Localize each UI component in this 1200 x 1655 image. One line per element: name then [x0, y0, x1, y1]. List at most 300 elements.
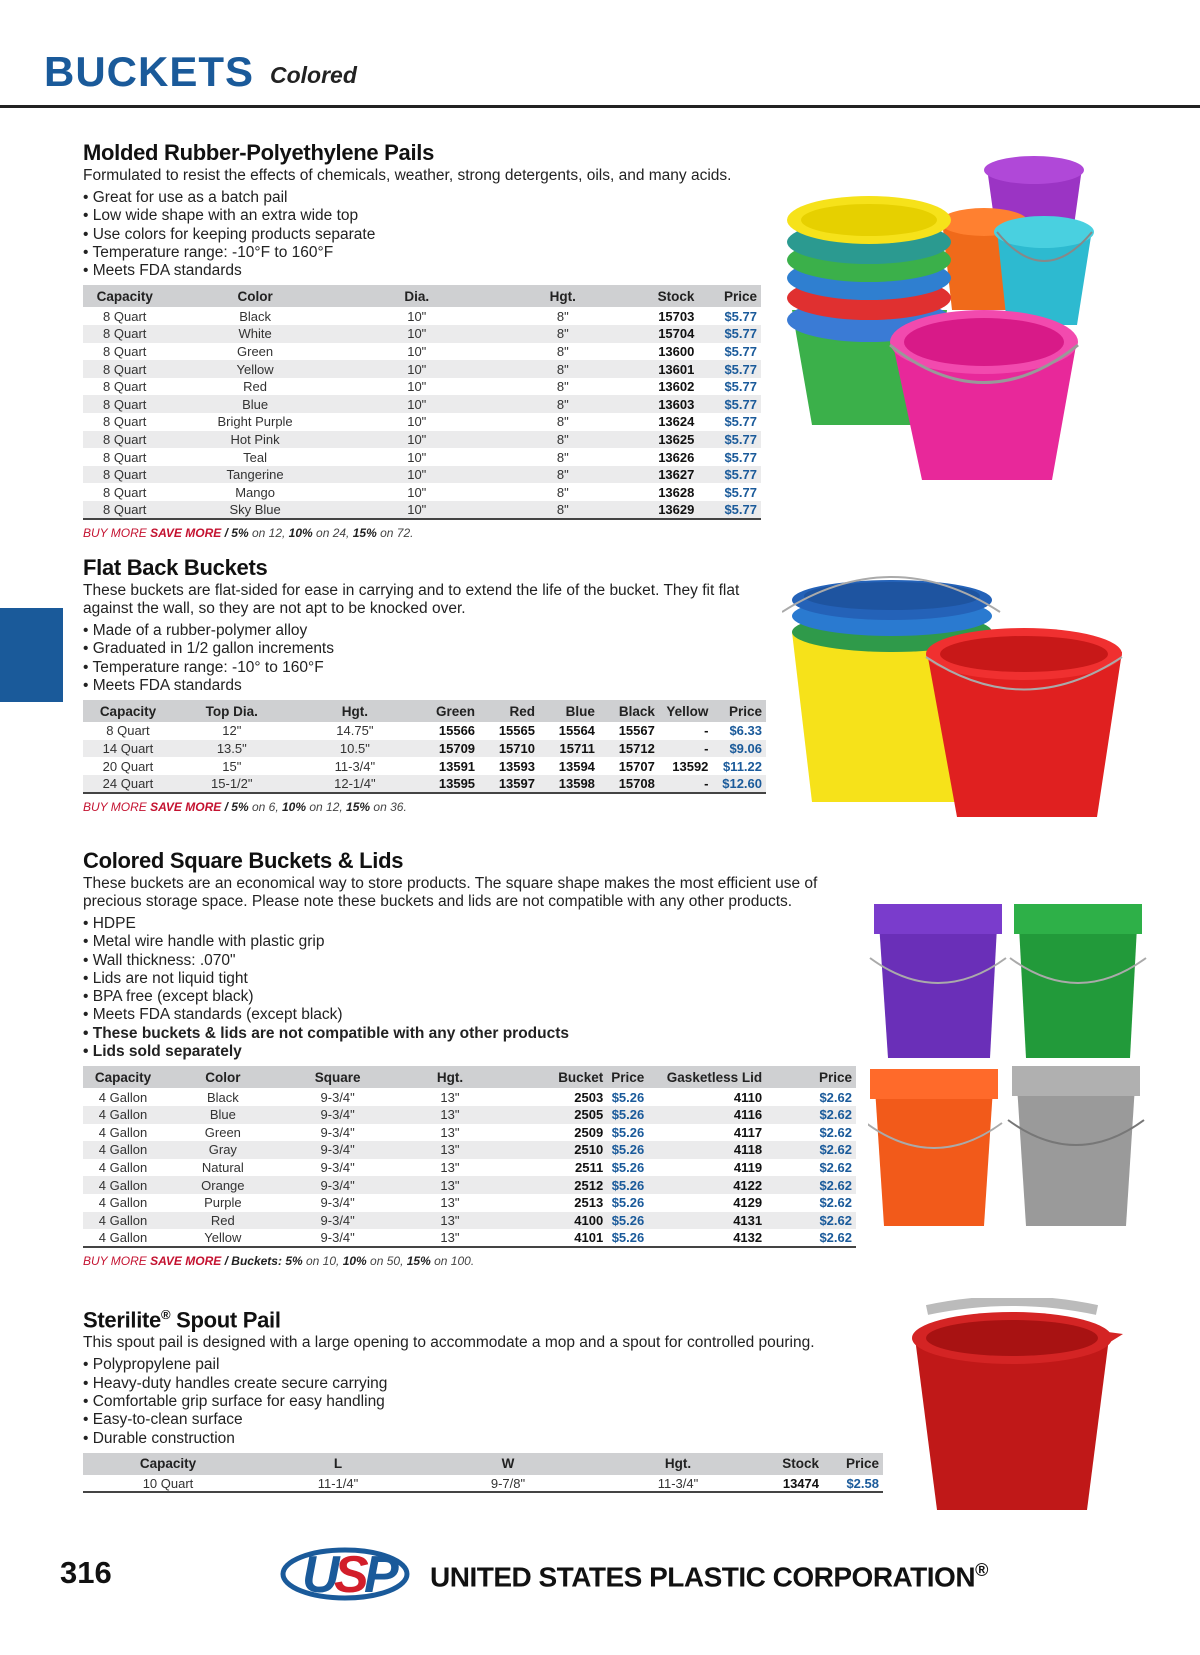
column-header: L: [253, 1453, 423, 1475]
column-header: Hgt.: [291, 700, 419, 722]
table-cell: 13625: [636, 431, 699, 449]
table-cell: 8 Quart: [103, 449, 147, 465]
table-cell: 10": [344, 360, 490, 378]
table-cell: 15": [222, 758, 242, 774]
column-header: Hgt.: [593, 1453, 763, 1475]
table-cell: 10": [407, 414, 427, 430]
table-row: [83, 307, 761, 325]
promo-line: BUY MORE SAVE MORE / 5% on 6, 10% on 12, 15% on 36.: [83, 799, 407, 814]
feature-list: [83, 189, 773, 280]
table-cell: Bright Purple: [217, 414, 293, 430]
table-cell: 8": [490, 501, 636, 519]
table-cell: $5.77: [724, 484, 757, 500]
table-cell: 13603: [636, 395, 699, 413]
table-cell: Tangerine: [166, 466, 343, 484]
table-cell: $5.77: [698, 501, 761, 519]
table-cell: Green: [237, 343, 274, 359]
table-cell: $5.26: [611, 1089, 645, 1105]
table-cell: 8 Quart: [83, 466, 166, 484]
table-cell: 13592: [672, 758, 709, 774]
table-cell: 9-3/4": [320, 1160, 355, 1176]
feature-item: • Easy-to-clean surface: [83, 1411, 883, 1429]
table-cell: 4118: [648, 1141, 766, 1159]
table-cell: $5.26: [607, 1176, 648, 1194]
table-cell: 13600: [658, 343, 695, 359]
table-row: [83, 483, 761, 501]
table-cell: 4 Gallon: [98, 1124, 148, 1140]
table-cell: Sky Blue: [166, 501, 343, 519]
table-row: [83, 1176, 856, 1194]
table-cell: Blue: [166, 395, 343, 413]
table-cell: 10.5": [291, 740, 419, 758]
table-cell: $11.22: [722, 758, 762, 774]
table-cell: 15711: [539, 740, 599, 758]
feature-item: • Use colors for keeping products separate: [83, 226, 773, 244]
table-cell: 10": [344, 395, 490, 413]
table-cell: 13597: [479, 775, 539, 793]
table-row: [83, 775, 766, 793]
table-cell: 13": [440, 1124, 460, 1140]
table-cell: 4110: [733, 1089, 763, 1105]
teal-pail: [994, 216, 1094, 325]
table-cell: Purple: [204, 1195, 242, 1211]
table-cell: $5.77: [698, 360, 761, 378]
section-square-buckets: [83, 848, 863, 1268]
table-cell: $5.77: [698, 431, 761, 449]
table-cell: 15564: [558, 723, 595, 739]
table-row: [83, 1141, 856, 1159]
table-cell: $5.77: [724, 379, 757, 395]
page-number: 316: [60, 1555, 112, 1590]
table-cell: 15567: [618, 723, 655, 739]
table-cell: 2505: [507, 1106, 607, 1124]
table-cell: 4101: [507, 1229, 607, 1247]
table-row: [83, 722, 766, 740]
pink-pail: [890, 310, 1078, 480]
table-cell: 4129: [733, 1195, 763, 1211]
table-cell: $2.62: [766, 1176, 856, 1194]
column-header: Hgt.: [393, 1066, 508, 1088]
table-row: [83, 1106, 856, 1124]
gray-square-bucket: [1008, 1066, 1144, 1226]
feature-item: • Great for use as a batch pail: [83, 189, 773, 207]
table-header-row: [83, 285, 761, 307]
table-cell: 2510: [507, 1141, 607, 1159]
flat-back-buckets-image: [782, 572, 1132, 832]
table-cell: 14 Quart: [83, 740, 173, 758]
table-cell: 13593: [498, 758, 535, 774]
table-row: [83, 1475, 883, 1493]
table-header-row: [83, 1066, 856, 1088]
table-cell: 9-3/4": [283, 1106, 393, 1124]
orange-square-bucket: [868, 1069, 1002, 1226]
table-row: [83, 1159, 856, 1177]
table-cell: 8": [556, 449, 569, 465]
feature-item: • Graduated in 1/2 gallon increments: [83, 640, 773, 658]
feature-item: • Low wide shape with an extra wide top: [83, 207, 773, 225]
table-cell: 4117: [733, 1124, 763, 1140]
table-cell: 13": [440, 1089, 460, 1105]
table-cell: 13": [393, 1141, 508, 1159]
page-title: BUCKETS: [44, 48, 255, 95]
table-cell: $2.62: [819, 1160, 852, 1176]
table-cell: 14.75": [336, 723, 374, 739]
feature-item: • Made of a rubber-polymer alloy: [83, 622, 773, 640]
table-cell: 9-3/4": [283, 1212, 393, 1230]
table-cell: 4131: [648, 1212, 766, 1230]
table-cell: 8 Quart: [83, 501, 166, 519]
table-cell: 13628: [658, 484, 695, 500]
table-cell: 15709: [419, 740, 479, 758]
table-cell: 9-7/8": [423, 1475, 593, 1493]
square-buckets-image: [868, 898, 1150, 1238]
table-cell: Red: [163, 1212, 283, 1230]
feature-item-bold: • These buckets & lids are not compatible with any other products: [83, 1025, 863, 1043]
table-cell: 4 Gallon: [98, 1195, 148, 1211]
spec-table: [83, 1453, 883, 1494]
feature-item: • BPA free (except black): [83, 988, 863, 1006]
table-cell: 11-3/4": [593, 1475, 763, 1493]
column-header: Price: [823, 1453, 883, 1475]
section-description: This spout pail is designed with a large opening to accommodate a mop and a spout for controlled pouring.: [83, 1334, 815, 1352]
table-cell: 2509: [574, 1124, 604, 1140]
feature-item: • Temperature range: -10°F to 160°F: [83, 244, 773, 262]
table-cell: 15566: [438, 723, 476, 739]
table-row: [83, 1229, 856, 1247]
spout-pail-image: [897, 1298, 1127, 1520]
promo-line: BUY MORE SAVE MORE / Buckets: 5% on 10, 10% on 50, 15% on 100.: [83, 1253, 475, 1268]
table-cell: 11-3/4": [334, 758, 376, 774]
column-header: Stock: [763, 1453, 823, 1475]
table-cell: 9-3/4": [283, 1176, 393, 1194]
table-cell: -: [704, 723, 709, 739]
table-cell: 8": [490, 466, 636, 484]
feature-item: • Wall thickness: .070": [83, 952, 863, 970]
round-pails-image: [772, 150, 1142, 520]
table-cell: 13601: [636, 360, 699, 378]
feature-list: [83, 1356, 883, 1447]
table-cell: $5.77: [724, 308, 757, 324]
spec-table: [83, 1066, 856, 1247]
table-cell: 4119: [733, 1160, 763, 1176]
spec-table: [83, 700, 766, 793]
table-cell: $5.26: [611, 1195, 645, 1211]
table-cell: 8": [556, 414, 569, 430]
table-cell: Yellow: [163, 1229, 283, 1247]
table-cell: 13626: [658, 449, 695, 465]
purple-square-bucket: [870, 904, 1006, 1058]
table-cell: 4 Gallon: [83, 1106, 163, 1124]
table-cell: 13.5": [173, 740, 291, 758]
table-row: [83, 740, 766, 758]
table-cell: 13629: [636, 501, 699, 519]
column-header: Green: [419, 700, 479, 722]
section-title: Molded Rubber-Polyethylene Pails: [83, 140, 435, 165]
table-cell: 13474: [763, 1475, 823, 1493]
column-header: Price: [766, 1066, 856, 1088]
table-cell: 2512: [507, 1176, 607, 1194]
table-cell: 8": [556, 484, 569, 500]
table-cell: 15-1/2": [173, 775, 291, 793]
table-row: [83, 448, 761, 466]
table-cell: 13595: [419, 775, 479, 793]
feature-item: • Lids are not liquid tight: [83, 970, 863, 988]
table-row: [83, 1124, 856, 1142]
table-cell: 9-3/4": [320, 1195, 355, 1211]
svg-text:U: U: [302, 1546, 340, 1604]
column-header: Capacity: [83, 700, 173, 722]
table-cell: 13": [393, 1176, 508, 1194]
table-cell: 4 Gallon: [83, 1212, 163, 1230]
table-cell: 10": [407, 484, 427, 500]
side-tab-marker: [0, 608, 63, 702]
table-cell: $12.60: [712, 775, 766, 793]
table-row: [83, 431, 761, 449]
table-row: [83, 1088, 856, 1106]
table-cell: 12-1/4": [291, 775, 419, 793]
table-cell: 8 Quart: [106, 723, 150, 739]
table-row: [83, 413, 761, 431]
table-cell: 8 Quart: [83, 325, 166, 343]
table-cell: 10": [407, 379, 427, 395]
section-flat-back-buckets: [83, 555, 773, 814]
table-header-row: [83, 1453, 883, 1475]
table-cell: 10": [344, 325, 490, 343]
table-cell: $5.26: [607, 1229, 648, 1247]
table-cell: 4 Gallon: [83, 1176, 163, 1194]
table-cell: 8": [490, 395, 636, 413]
feature-item: • Heavy-duty handles create secure carrying: [83, 1375, 883, 1393]
table-row: [83, 466, 761, 484]
feature-item: • Metal wire handle with plastic grip: [83, 933, 863, 951]
table-cell: 4 Gallon: [83, 1229, 163, 1247]
table-cell: $2.62: [819, 1195, 852, 1211]
table-cell: $2.62: [819, 1089, 852, 1105]
column-header: Color: [163, 1066, 283, 1088]
table-cell: 4116: [648, 1106, 766, 1124]
table-cell: 10": [344, 431, 490, 449]
table-cell: Red: [243, 379, 268, 395]
table-row: [83, 325, 761, 343]
table-cell: Black: [206, 1089, 239, 1105]
table-cell: $2.62: [766, 1141, 856, 1159]
table-cell: -: [659, 740, 713, 758]
header-rule: [0, 105, 1200, 108]
table-cell: $2.58: [823, 1475, 883, 1493]
table-cell: 2513: [574, 1195, 604, 1211]
column-header: Hgt.: [490, 285, 636, 307]
table-cell: $5.26: [607, 1141, 648, 1159]
table-cell: $2.62: [819, 1124, 852, 1140]
table-cell: Natural: [201, 1160, 244, 1176]
table-cell: 11-1/4": [253, 1475, 423, 1493]
table-cell: 8 Quart: [103, 343, 147, 359]
table-cell: 4 Gallon: [98, 1160, 148, 1176]
table-cell: Mango: [235, 484, 275, 500]
table-cell: $2.62: [766, 1212, 856, 1230]
table-row: [83, 360, 761, 378]
table-cell: Yellow: [166, 360, 343, 378]
svg-text:P: P: [364, 1546, 399, 1604]
feature-item: • HDPE: [83, 915, 863, 933]
table-cell: 2503: [574, 1089, 604, 1105]
section-title: Colored Square Buckets & Lids: [83, 848, 404, 873]
table-row: [83, 501, 761, 519]
table-cell: $5.26: [611, 1124, 645, 1140]
column-header: Top Dia.: [173, 700, 291, 722]
table-row: [83, 1212, 856, 1230]
column-header: Price: [712, 700, 766, 722]
feature-item: • Meets FDA standards: [83, 677, 773, 695]
column-header: Square: [283, 1066, 393, 1088]
table-cell: $2.62: [766, 1229, 856, 1247]
table-cell: 10": [407, 449, 427, 465]
table-cell: 13": [393, 1229, 508, 1247]
table-cell: $9.06: [712, 740, 766, 758]
table-cell: 8 Quart: [83, 395, 166, 413]
table-cell: 13624: [658, 414, 695, 430]
table-row: [83, 378, 761, 396]
table-cell: 15703: [658, 308, 695, 324]
table-row: [83, 1194, 856, 1212]
table-cell: 8": [490, 431, 636, 449]
table-cell: 8": [556, 379, 569, 395]
column-header: Price: [698, 285, 761, 307]
red-bucket: [926, 628, 1122, 817]
table-cell: Black: [239, 308, 271, 324]
usp-logo: [280, 1538, 410, 1606]
feature-item: • Meets FDA standards (except black): [83, 1006, 863, 1024]
column-header: W: [423, 1453, 593, 1475]
table-cell: 8 Quart: [103, 484, 147, 500]
table-cell: 24 Quart: [83, 775, 173, 793]
table-cell: $5.77: [724, 449, 757, 465]
section-description: These buckets are flat-sided for ease in carrying and to extend the life of the bucket. They fit flat against the wall, so they are not apt to be knocked over.: [83, 582, 740, 617]
table-cell: $5.77: [698, 466, 761, 484]
feature-list: [83, 915, 863, 1061]
section-title: Sterilite® Spout Pail: [83, 1307, 281, 1333]
table-cell: 15710: [479, 740, 539, 758]
table-cell: 4 Gallon: [98, 1089, 148, 1105]
table-cell: 8 Quart: [83, 431, 166, 449]
table-cell: 4100: [507, 1212, 607, 1230]
table-cell: $5.77: [698, 325, 761, 343]
feature-item: • Temperature range: -10° to 160°F: [83, 659, 773, 677]
table-cell: 8": [490, 360, 636, 378]
feature-item: • Meets FDA standards: [83, 262, 773, 280]
table-cell: 15708: [599, 775, 659, 793]
section-sterilite-spout-pail: [83, 1307, 883, 1493]
page-subtitle: Colored: [270, 62, 357, 88]
table-cell: 15565: [498, 723, 535, 739]
table-cell: 15707: [618, 758, 655, 774]
table-cell: -: [659, 775, 713, 793]
promo-line: BUY MORE SAVE MORE / 5% on 12, 10% on 24, 15% on 72.: [83, 525, 414, 540]
table-cell: Teal: [243, 449, 268, 465]
table-cell: 8": [490, 325, 636, 343]
page-header: [0, 0, 1200, 108]
table-cell: 9-3/4": [283, 1141, 393, 1159]
table-cell: 9-3/4": [283, 1229, 393, 1247]
table-row: [83, 395, 761, 413]
table-cell: $5.77: [724, 414, 757, 430]
table-cell: White: [166, 325, 343, 343]
table-header-row: [83, 700, 766, 722]
svg-text:S: S: [334, 1546, 369, 1604]
table-row: [83, 757, 766, 775]
table-cell: 20 Quart: [102, 758, 154, 774]
table-cell: 10": [344, 466, 490, 484]
table-cell: 8 Quart: [103, 379, 147, 395]
company-name: UNITED STATES PLASTIC CORPORATION®: [430, 1560, 988, 1593]
feature-item: • Comfortable grip surface for easy handling: [83, 1393, 883, 1411]
table-cell: 13591: [438, 758, 476, 774]
feature-list: [83, 622, 773, 695]
column-header: Color: [166, 285, 343, 307]
feature-item: • Durable construction: [83, 1430, 883, 1448]
table-cell: 13": [440, 1195, 460, 1211]
table-cell: Hot Pink: [166, 431, 343, 449]
table-cell: 8 Quart: [83, 360, 166, 378]
column-header: Capacity: [83, 285, 166, 307]
column-header: Capacity: [83, 1066, 163, 1088]
feature-item: • Polypropylene pail: [83, 1356, 883, 1374]
column-header: Yellow: [659, 700, 713, 722]
table-cell: 8 Quart: [103, 414, 147, 430]
table-cell: 13": [393, 1212, 508, 1230]
table-cell: $5.26: [611, 1160, 645, 1176]
table-cell: 15704: [636, 325, 699, 343]
column-header: Capacity: [83, 1453, 253, 1475]
section-molded-pails: [83, 140, 773, 540]
section-description: Formulated to resist the effects of chemicals, weather, strong detergents, oils, and many acids.: [83, 167, 732, 184]
column-header: Blue: [539, 700, 599, 722]
table-cell: $5.26: [607, 1212, 648, 1230]
table-cell: Blue: [163, 1106, 283, 1124]
section-title: Flat Back Buckets: [83, 555, 268, 580]
column-header: Gasketless Lid: [648, 1066, 766, 1088]
table-cell: $5.26: [607, 1106, 648, 1124]
green-square-bucket: [1010, 904, 1146, 1058]
table-cell: 13602: [658, 379, 695, 395]
table-cell: 15712: [599, 740, 659, 758]
table-cell: Gray: [163, 1141, 283, 1159]
table-cell: 13594: [558, 758, 595, 774]
table-cell: 10": [407, 343, 427, 359]
table-cell: 9-3/4": [320, 1124, 355, 1140]
table-cell: 12": [222, 723, 242, 739]
table-cell: 4132: [648, 1229, 766, 1247]
table-cell: $5.77: [698, 395, 761, 413]
spec-table: [83, 285, 761, 519]
column-header: Price: [607, 1066, 648, 1088]
column-header: Stock: [636, 285, 699, 307]
table-cell: 10 Quart: [83, 1475, 253, 1493]
section-description: These buckets are an economical way to store products. The square shape makes the most efficient use of precious storage space. Please note these buckets and lids are not compatible with any other products.: [83, 875, 818, 910]
table-row: [83, 343, 761, 361]
table-cell: 8": [556, 343, 569, 359]
table-cell: 8 Quart: [103, 308, 147, 324]
column-header: Bucket: [507, 1066, 607, 1088]
column-header: Dia.: [344, 285, 490, 307]
table-cell: Orange: [163, 1176, 283, 1194]
table-cell: 9-3/4": [320, 1089, 355, 1105]
table-cell: $5.77: [724, 343, 757, 359]
feature-item-bold: • Lids sold separately: [83, 1043, 863, 1061]
table-cell: 13": [393, 1106, 508, 1124]
column-header: Black: [599, 700, 659, 722]
table-cell: 13598: [539, 775, 599, 793]
